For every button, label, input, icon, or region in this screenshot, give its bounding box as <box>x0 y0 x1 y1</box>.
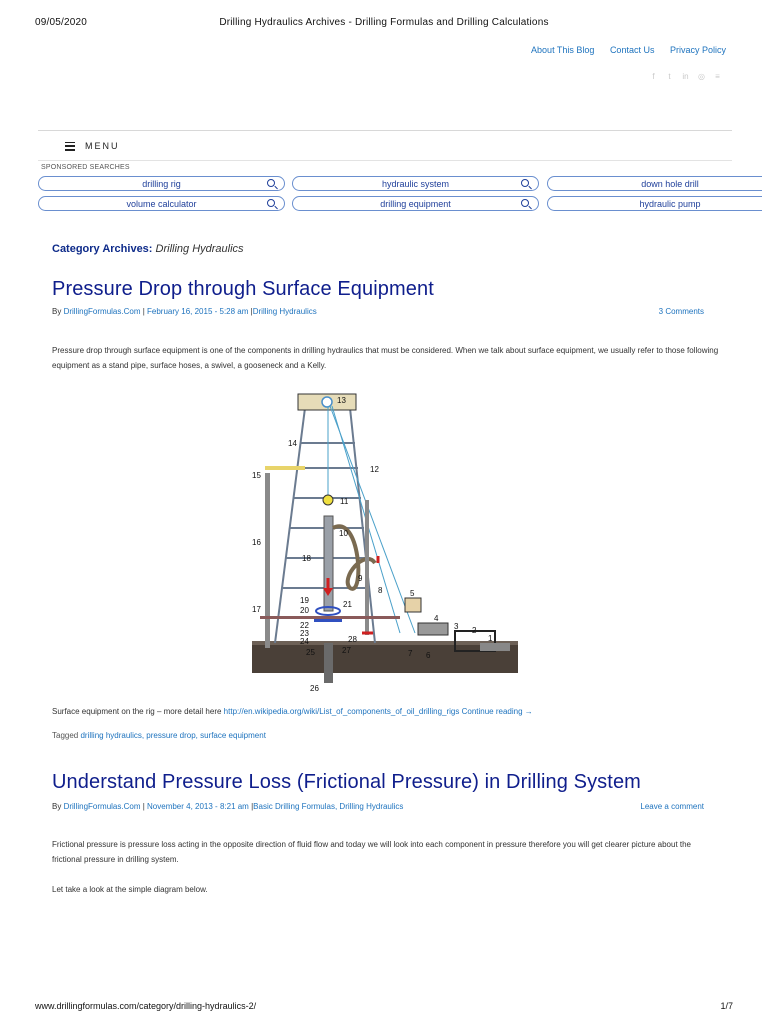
category-prefix: Category Archives: <box>52 243 153 255</box>
rig-label: 18 <box>302 554 311 563</box>
facebook-icon[interactable]: f <box>652 72 655 81</box>
byline-prefix: By <box>52 802 62 811</box>
byline-prefix: By <box>52 307 62 316</box>
search-term: down hole drill <box>641 178 699 189</box>
search-icon <box>267 199 275 207</box>
menu-label: MENU <box>85 141 120 151</box>
nav-about[interactable]: About This Blog <box>531 45 595 55</box>
post-tags <box>52 731 266 740</box>
tagged-label: Tagged <box>52 731 79 740</box>
search-term: drilling equipment <box>380 198 451 209</box>
rig-label: 25 <box>306 648 315 657</box>
rig-label: 23 <box>300 629 309 638</box>
rig-label: 19 <box>300 596 309 605</box>
post-meta: By DrillingFormulas.Com | November 4, 2013 - 8:21 am |Basic Drilling Formulas, Drilling Hydraulics <box>52 802 404 811</box>
post-categories[interactable]: Basic Drilling Formulas, Drilling Hydraulics <box>253 802 404 811</box>
image-caption <box>52 704 722 719</box>
rig-label: 28 <box>348 635 357 644</box>
post-author[interactable]: DrillingFormulas.Com <box>63 802 141 811</box>
search-term: hydraulic pump <box>639 198 701 209</box>
nav-contact[interactable]: Contact Us <box>609 45 655 55</box>
rig-label: 12 <box>370 465 379 474</box>
top-nav <box>518 45 726 55</box>
nav-privacy[interactable]: Privacy Policy <box>669 45 726 55</box>
rss-icon[interactable]: ≡ <box>715 72 720 81</box>
hamburger-icon <box>65 142 75 151</box>
rig-label: 6 <box>426 651 431 660</box>
sponsored-search[interactable] <box>292 196 539 211</box>
print-page-title: Drilling Hydraulics Archives - Drilling Formulas and Drilling Calculations <box>219 17 549 28</box>
rig-label: 14 <box>288 439 297 448</box>
post-meta: By DrillingFormulas.Com | February 16, 2015 - 5:28 am |Drilling Hydraulics <box>52 307 317 316</box>
search-term: drilling rig <box>142 178 181 189</box>
print-page-number: 1/7 <box>720 1001 733 1011</box>
rig-label: 20 <box>300 606 309 615</box>
caption-link[interactable]: http://en.wikipedia.org/wiki/List_of_components_of_oil_drilling_rigs <box>223 707 460 716</box>
search-icon <box>267 179 275 187</box>
rig-label: 10 <box>339 529 348 538</box>
rig-label: 15 <box>252 471 261 480</box>
print-url: www.drillingformulas.com/category/drilling-hydraulics-2/ <box>35 1001 257 1011</box>
caption-text: Surface equipment on the rig – more detail here <box>52 707 222 716</box>
search-icon <box>521 179 529 187</box>
rig-label: 7 <box>408 649 413 658</box>
twitter-icon[interactable]: t <box>668 72 671 81</box>
header-divider <box>38 130 732 131</box>
rig-label: 16 <box>252 538 261 547</box>
instagram-icon[interactable]: ◎ <box>698 72 705 81</box>
rig-label: 17 <box>252 605 261 614</box>
post-date[interactable]: February 16, 2015 - 5:28 am <box>147 307 249 316</box>
sponsored-search[interactable] <box>292 176 539 191</box>
rig-label: 11 <box>340 497 349 506</box>
sponsored-search[interactable] <box>38 176 285 191</box>
rig-label: 13 <box>337 396 346 405</box>
sponsored-label: SPONSORED SEARCHES <box>41 164 130 171</box>
post-author[interactable]: DrillingFormulas.Com <box>63 307 141 316</box>
rig-label: 24 <box>300 637 309 646</box>
category-name: Drilling Hydraulics <box>155 243 244 255</box>
rig-label: 21 <box>343 600 352 609</box>
rig-label: 2 <box>472 626 477 635</box>
rig-label: 26 <box>310 684 319 693</box>
social-links <box>649 72 722 81</box>
search-term: hydraulic system <box>381 178 450 189</box>
drilling-rig-diagram <box>250 388 520 693</box>
search-term: volume calculator <box>126 198 197 209</box>
rig-label: 9 <box>358 574 363 583</box>
post-categories[interactable]: Drilling Hydraulics <box>252 307 317 316</box>
rig-label: 3 <box>454 622 459 631</box>
post-excerpt: Pressure drop through surface equipment is one of the components in drilling hydraulics that must be considered. When we talk about surface equipment, we usually refer to those following equipment as a stand pipe, surface hoses, a swivel, a gooseneck and a Kelly. <box>52 346 719 370</box>
search-icon <box>521 199 529 207</box>
rig-label: 1 <box>488 634 493 643</box>
menu-toggle[interactable] <box>65 141 120 151</box>
post-title[interactable]: Pressure Drop through Surface Equipment <box>52 278 434 300</box>
rig-label: 22 <box>300 621 309 630</box>
sponsored-search[interactable] <box>547 196 762 211</box>
comments-link[interactable]: Leave a comment <box>640 802 704 811</box>
continue-reading-link[interactable]: Continue reading → <box>461 707 533 716</box>
category-heading <box>52 243 244 255</box>
tag-links[interactable]: drilling hydraulics, pressure drop, surface equipment <box>80 731 266 740</box>
post-paragraph: Frictional pressure is pressure loss acting in the opposite direction of fluid flow and today we will look into each component in pressure therefore you will get clearer picture about the frictional pressure in drilling system. <box>52 840 692 864</box>
post-date[interactable]: November 4, 2013 - 8:21 am <box>147 802 249 811</box>
sponsored-search[interactable] <box>547 176 762 191</box>
rig-label: 4 <box>434 614 439 623</box>
sponsored-search[interactable] <box>38 196 285 211</box>
post-title[interactable]: Understand Pressure Loss (Frictional Pressure) in Drilling System <box>52 771 641 793</box>
post-paragraph: Let take a look at the simple diagram below. <box>52 885 208 894</box>
rig-label: 8 <box>378 586 383 595</box>
print-date: 09/05/2020 <box>35 17 88 28</box>
menu-divider <box>38 160 732 161</box>
comments-link[interactable]: 3 Comments <box>658 307 704 316</box>
rig-label: 5 <box>410 589 415 598</box>
rig-label: 27 <box>342 646 351 655</box>
linkedin-icon[interactable]: in <box>682 72 689 81</box>
